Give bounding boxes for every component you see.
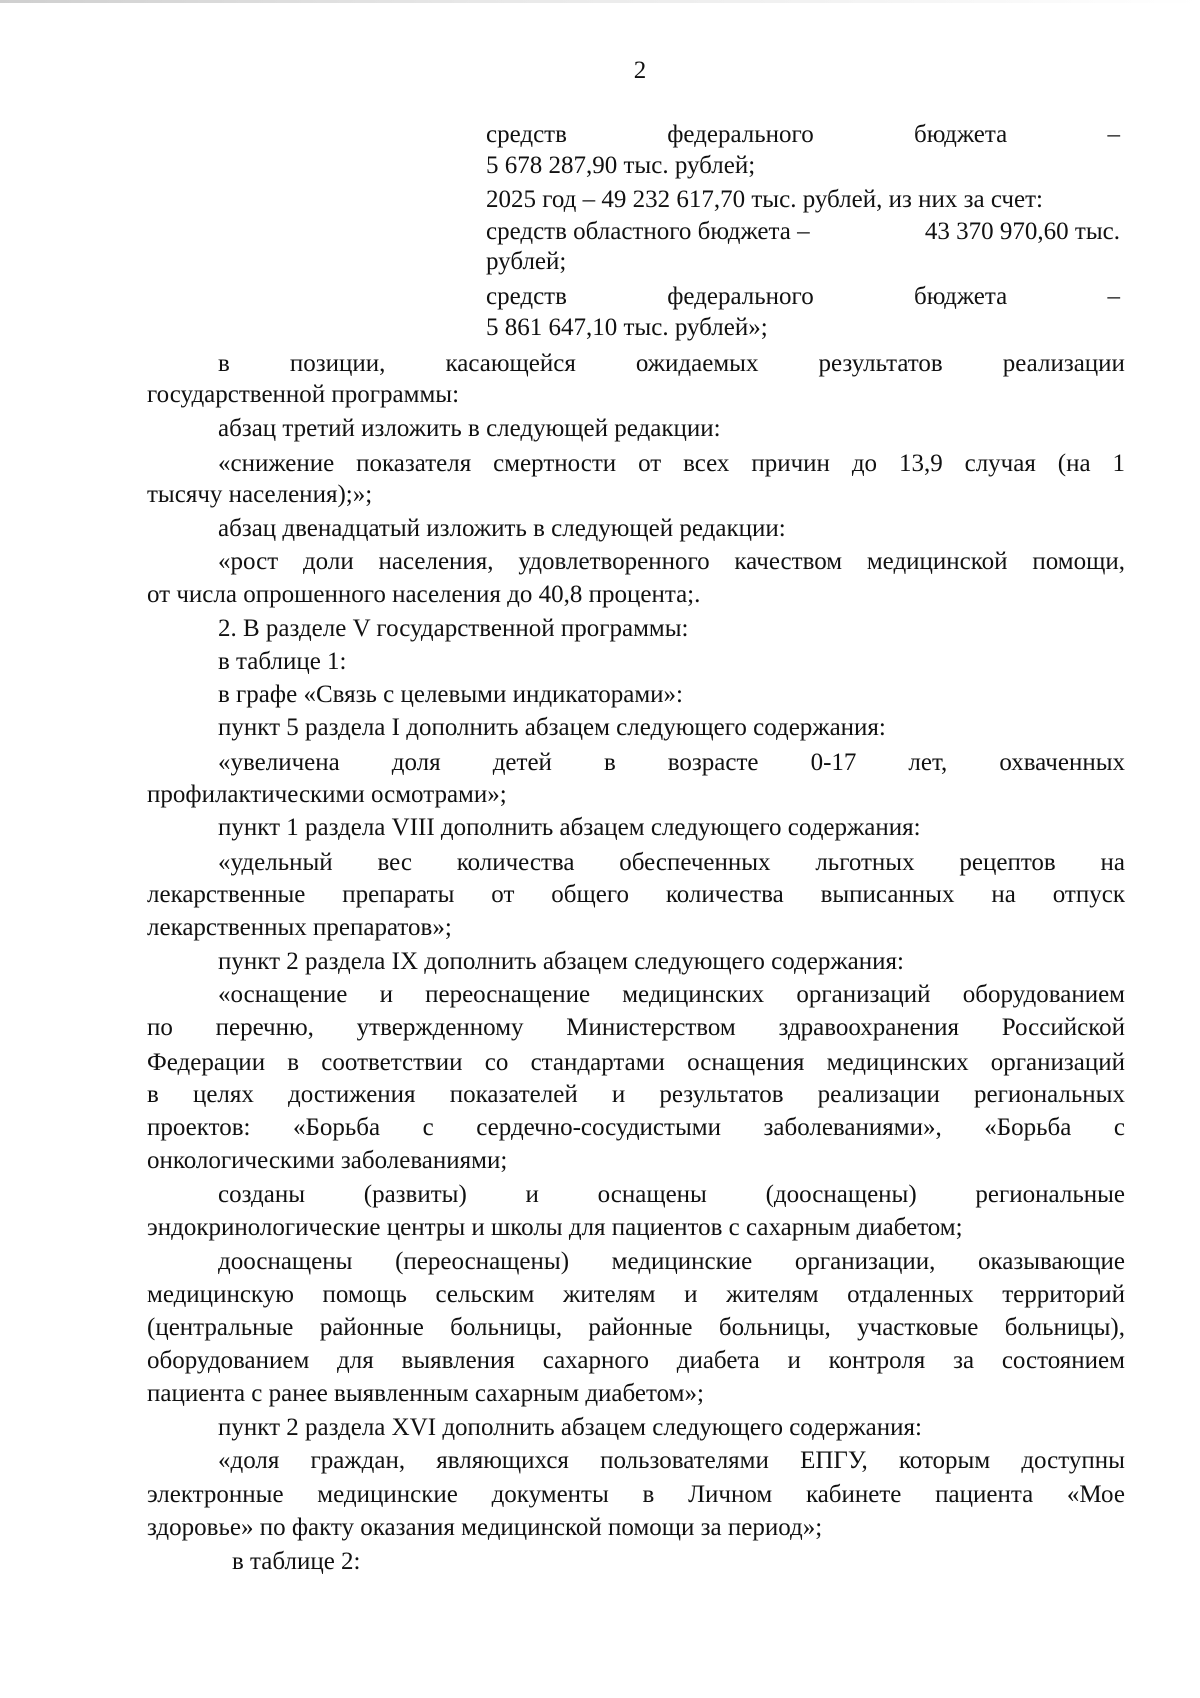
word: бюджета <box>913 121 1008 148</box>
text-line: от числа опрошенного населения до 40,8 процента;. <box>147 581 701 608</box>
word: за <box>953 1347 975 1374</box>
text-line: пункт 2 раздела IX дополнить абзацем следующего содержания: <box>218 948 904 975</box>
word: показателей <box>449 1081 578 1108</box>
word: средств <box>486 121 567 148</box>
word: Министерством <box>566 1014 736 1041</box>
word: до <box>851 450 878 477</box>
text-line <box>486 217 1120 247</box>
word: средств областного бюджета – <box>486 218 810 245</box>
word: медицинские <box>317 1481 458 1508</box>
word: «снижение <box>218 450 335 477</box>
word: «удельный <box>218 849 333 876</box>
word: организаций <box>796 981 931 1008</box>
word: показателя <box>356 450 472 477</box>
word: в <box>218 350 230 377</box>
word: медицинских <box>622 981 765 1008</box>
text-line <box>218 349 1125 379</box>
word: доля <box>391 749 441 776</box>
text-line: 2025 год – 49 232 617,70 тыс. рублей, из них за счет: <box>486 186 1043 213</box>
word: (дооснащены) <box>765 1181 917 1208</box>
word: позиции, <box>289 350 386 377</box>
word: случая <box>964 450 1036 477</box>
word: касающейся <box>445 350 576 377</box>
text-line <box>218 748 1125 778</box>
word: (развиты) <box>363 1181 467 1208</box>
word: районные <box>588 1314 693 1341</box>
word: которым <box>898 1447 991 1474</box>
text-line: 2. В разделе V государственной программы: <box>218 615 689 642</box>
text-line <box>218 1446 1125 1476</box>
word: сердечно-сосудистыми <box>476 1114 721 1141</box>
word: региональных <box>973 1081 1125 1108</box>
word: обеспеченных <box>619 849 771 876</box>
word: – <box>1107 283 1120 310</box>
text-line <box>147 1280 1125 1310</box>
text-line <box>147 880 1125 910</box>
word: препараты <box>342 881 455 908</box>
word: лекарственные <box>147 881 306 908</box>
text-line: пациента с ранее выявленным сахарным диабетом»; <box>147 1380 704 1407</box>
word: переоснащение <box>425 981 591 1008</box>
word: и <box>379 981 393 1008</box>
text-line <box>147 1480 1125 1510</box>
word: «Борьба <box>984 1114 1072 1141</box>
text-line: 5 861 647,10 тыс. рублей»; <box>486 314 768 341</box>
word: районные <box>319 1314 424 1341</box>
word: вес <box>377 849 412 876</box>
word: от <box>638 450 662 477</box>
word: ожидаемых <box>635 350 759 377</box>
word: на <box>1100 849 1125 876</box>
scan-edge-artifact <box>0 0 1200 3</box>
word: пациента <box>935 1481 1034 1508</box>
word: 13,9 <box>898 450 943 477</box>
word: здравоохранения <box>778 1014 960 1041</box>
word: «увеличена <box>218 749 340 776</box>
text-line <box>486 282 1120 312</box>
text-line: онкологическими заболеваниями; <box>147 1147 508 1174</box>
word: 43 370 970,60 тыс. <box>924 218 1120 245</box>
word: возрасте <box>667 749 759 776</box>
word: ЕПГУ, <box>800 1447 868 1474</box>
word: кабинете <box>805 1481 902 1508</box>
word: 0-17 <box>810 749 857 776</box>
word: соответствии <box>321 1049 463 1076</box>
word: жителям <box>562 1281 656 1308</box>
word: выписанных <box>820 881 955 908</box>
word: в <box>603 749 616 776</box>
word: федерального <box>667 283 814 310</box>
word: диабета <box>676 1347 760 1374</box>
text-line: в таблице 2: <box>232 1548 361 1575</box>
word: «Мое <box>1066 1481 1125 1508</box>
text-line: тысячу населения);»; <box>147 481 373 508</box>
word: и <box>525 1181 539 1208</box>
word: помощи, <box>1032 548 1125 575</box>
text-line: лекарственных препаратов»; <box>147 914 452 941</box>
text-line <box>218 1180 1125 1210</box>
word: от <box>491 881 515 908</box>
word: достижения <box>288 1081 416 1108</box>
word: электронные <box>147 1481 284 1508</box>
word: общего <box>551 881 629 908</box>
word: и <box>787 1347 801 1374</box>
word: дооснащены <box>218 1248 353 1275</box>
word: всех <box>683 450 730 477</box>
word: граждан, <box>310 1447 406 1474</box>
word: качеством <box>734 548 843 575</box>
word: и <box>684 1281 698 1308</box>
text-line: государственной программы: <box>147 381 460 408</box>
word: участковые <box>857 1314 979 1341</box>
word: федерального <box>667 121 814 148</box>
text-line: здоровье» по факту оказания медицинской помощи за период»; <box>147 1514 823 1541</box>
word: в <box>642 1481 655 1508</box>
word: с <box>1113 1114 1125 1141</box>
word: со <box>484 1049 509 1076</box>
word: помощь <box>322 1281 407 1308</box>
word: контроля <box>828 1347 926 1374</box>
word: региональные <box>975 1181 1125 1208</box>
text-line: профилактическими осмотрами»; <box>147 781 507 808</box>
word: отдаленных <box>847 1281 974 1308</box>
text-line <box>147 1013 1125 1043</box>
text-line <box>218 449 1125 479</box>
word: больницы), <box>1004 1314 1125 1341</box>
word: больницы, <box>718 1314 831 1341</box>
word: средств <box>486 283 567 310</box>
word: Российской <box>1001 1014 1125 1041</box>
word: состоянием <box>1001 1347 1125 1374</box>
text-line <box>486 120 1120 150</box>
word: на <box>991 881 1016 908</box>
word: по <box>147 1014 173 1041</box>
word: территорий <box>1002 1281 1125 1308</box>
text-line: эндокринологические центры и школы для пациентов с сахарным диабетом; <box>147 1214 963 1241</box>
word: бюджета <box>913 283 1008 310</box>
text-line <box>147 1080 1125 1110</box>
text-line: абзац третий изложить в следующей редакции: <box>218 415 721 442</box>
text-line <box>147 1113 1125 1143</box>
word: и <box>611 1081 626 1108</box>
word: населения, <box>378 548 494 575</box>
word: выявления <box>401 1347 515 1374</box>
word: медицинскую <box>147 1281 294 1308</box>
word: результатов <box>818 350 943 377</box>
word: утвержденному <box>356 1014 524 1041</box>
text-line: абзац двенадцатый изложить в следующей редакции: <box>218 515 786 542</box>
word: проектов: <box>147 1114 251 1141</box>
text-line <box>218 1247 1125 1277</box>
word: в <box>147 1081 159 1108</box>
word: являющихся <box>436 1447 569 1474</box>
word: Личном <box>688 1481 773 1508</box>
word: доли <box>302 548 354 575</box>
word: с <box>422 1114 434 1141</box>
word: организаций <box>990 1049 1125 1076</box>
word: оборудованием <box>962 981 1125 1008</box>
word: стандартами <box>530 1049 665 1076</box>
word: отпуск <box>1052 881 1125 908</box>
word: льготных <box>815 849 915 876</box>
word: сельским <box>435 1281 535 1308</box>
word: оснащены <box>597 1181 707 1208</box>
word: количества <box>665 881 784 908</box>
word: документы <box>491 1481 609 1508</box>
word: организации, <box>794 1248 936 1275</box>
text-line: рублей; <box>486 248 567 275</box>
word: «рост <box>218 548 279 575</box>
word: заболеваниями», <box>763 1114 942 1141</box>
word: оборудованием <box>147 1347 310 1374</box>
word: лет, <box>908 749 948 776</box>
word: рецептов <box>959 849 1056 876</box>
word: Федерации <box>147 1049 266 1076</box>
word: «доля <box>218 1447 280 1474</box>
text-line <box>147 1313 1125 1343</box>
word: смертности <box>493 450 617 477</box>
word: причин <box>751 450 830 477</box>
word: (центральные <box>147 1314 294 1341</box>
word: результатов <box>659 1081 784 1108</box>
word: перечню, <box>215 1014 314 1041</box>
text-line: пункт 5 раздела I дополнить абзацем следующего содержания: <box>218 714 886 741</box>
word: – <box>1107 121 1120 148</box>
text-line <box>218 980 1125 1010</box>
text-line <box>218 547 1125 577</box>
text-line: 5 678 287,90 тыс. рублей; <box>486 152 756 179</box>
text-line: в графе «Связь с целевыми индикаторами»: <box>218 681 683 708</box>
word: больницы, <box>450 1314 563 1341</box>
text-line: пункт 1 раздела VIII дополнить абзацем следующего содержания: <box>218 814 921 841</box>
word: реализации <box>1002 350 1125 377</box>
word: удовлетворенного <box>518 548 710 575</box>
word: жителям <box>726 1281 819 1308</box>
word: медицинских <box>826 1049 969 1076</box>
word: реализации <box>817 1081 940 1108</box>
page-number: 2 <box>633 57 647 84</box>
word: медицинские <box>611 1248 753 1275</box>
word: (переоснащены) <box>395 1248 570 1275</box>
word: сахарного <box>542 1347 649 1374</box>
text-line <box>147 1346 1125 1376</box>
word: оказывающие <box>977 1248 1125 1275</box>
word: (на <box>1057 450 1091 477</box>
text-line <box>147 1048 1125 1078</box>
word: «Борьба <box>293 1114 381 1141</box>
text-line <box>218 848 1125 878</box>
word: для <box>337 1347 374 1374</box>
word: целях <box>192 1081 254 1108</box>
word: охваченных <box>999 749 1125 776</box>
word: оснащения <box>687 1049 805 1076</box>
word: количества <box>456 849 575 876</box>
word: доступны <box>1021 1447 1125 1474</box>
word: созданы <box>218 1181 306 1208</box>
word: медицинской <box>866 548 1008 575</box>
text-line: в таблице 1: <box>218 648 347 675</box>
word: пользователями <box>600 1447 769 1474</box>
word: детей <box>492 749 552 776</box>
word: в <box>287 1049 300 1076</box>
word: «оснащение <box>218 981 348 1008</box>
text-line: пункт 2 раздела XVI дополнить абзацем следующего содержания: <box>218 1414 922 1441</box>
word: 1 <box>1112 450 1125 477</box>
